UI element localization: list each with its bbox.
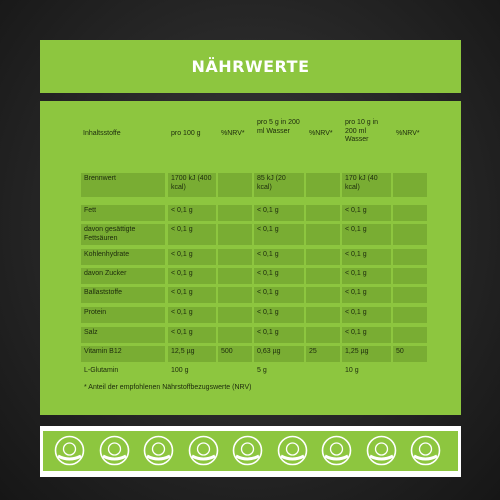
cell-name: Ballaststoffe (81, 287, 165, 303)
cell-per5: 5 g (257, 367, 267, 374)
header-nrv2: %NRV* (309, 130, 333, 137)
sugar-free-icon (232, 435, 263, 466)
cell-per10: < 0,1 g (342, 205, 391, 221)
cell-name: davon gesättigte Fettsäuren (81, 224, 165, 245)
table-row (40, 327, 461, 343)
lactose-free-icon (143, 435, 174, 466)
cell-per5: < 0,1 g (254, 307, 304, 323)
header-per5: pro 5 g in 200 ml Wasser (257, 119, 300, 135)
table-row (40, 287, 461, 303)
cell-per100: < 0,1 g (168, 327, 216, 343)
cell-per100: 12,5 µg (168, 346, 216, 362)
cell-per10: < 0,1 g (342, 224, 391, 245)
no-gmo-icon (277, 435, 308, 466)
page-title: NÄHRWERTE (191, 57, 310, 76)
nutrition-table (40, 101, 461, 415)
cell-name: L-Glutamin (84, 367, 119, 374)
header-per100: pro 100 g (171, 130, 201, 137)
cell-name: davon Zucker (81, 268, 165, 284)
cell-per100: < 0,1 g (168, 205, 216, 221)
table-row (40, 365, 461, 381)
header-per10: pro 10 g in 200 ml Wasser (345, 119, 379, 143)
cell-name: Brennwert (81, 173, 165, 197)
cell-per10: 10 g (345, 367, 359, 374)
cell-nrv2 (306, 365, 340, 381)
vegan-icon (54, 435, 85, 466)
gelatin-free-icon (321, 435, 352, 466)
cell-nrv3 (393, 205, 427, 221)
header-nutrient: Inhaltsstoffe (83, 130, 121, 137)
table-row (40, 224, 461, 245)
cell-nrv3 (393, 224, 427, 245)
footnote: * Anteil der empfohlenen Nährstoffbezugswerte (NRV) (84, 384, 252, 391)
cell-nrv3 (393, 287, 427, 303)
cell-nrv2 (306, 327, 340, 343)
cell-per5: 0,63 µg (254, 346, 304, 362)
cell-nrv1 (218, 224, 252, 245)
badge-bar (43, 431, 458, 471)
cell-nrv3 (393, 327, 427, 343)
cell-nrv1 (218, 365, 252, 381)
cell-nrv1 (218, 205, 252, 221)
cell-per5: 85 kJ (20 kcal) (254, 173, 304, 197)
cell-per10: < 0,1 g (342, 268, 391, 284)
cell-per5: < 0,1 g (254, 224, 304, 245)
cell-per5: < 0,1 g (254, 287, 304, 303)
title-banner (40, 40, 461, 93)
cell-nrv1 (218, 173, 252, 197)
cell-nrv1 (218, 268, 252, 284)
table-row (40, 249, 461, 265)
cell-nrv1 (218, 249, 252, 265)
no-additives-icon (188, 435, 219, 466)
cell-nrv3: 50 (393, 346, 427, 362)
cell-per10: < 0,1 g (342, 249, 391, 265)
cell-nrv1: 500 (218, 346, 252, 362)
cell-nrv2 (306, 249, 340, 265)
cell-per100: < 0,1 g (168, 307, 216, 323)
table-row (40, 205, 461, 221)
cell-per10: < 0,1 g (342, 307, 391, 323)
cell-nrv2 (306, 205, 340, 221)
cell-nrv2 (306, 173, 340, 197)
cell-per10: < 0,1 g (342, 327, 391, 343)
tested-icon (410, 435, 441, 466)
cell-name: Protein (81, 307, 165, 323)
cell-nrv1 (218, 327, 252, 343)
table-row (40, 268, 461, 284)
cell-per100: < 0,1 g (168, 249, 216, 265)
cell-per5: < 0,1 g (254, 327, 304, 343)
cell-nrv2 (306, 224, 340, 245)
cell-nrv3 (393, 307, 427, 323)
cell-per5: < 0,1 g (254, 205, 304, 221)
cell-per10: 1,25 µg (342, 346, 391, 362)
cell-nrv2 (306, 287, 340, 303)
badge-strip (40, 426, 461, 477)
table-row (40, 346, 461, 362)
cell-nrv3 (393, 249, 427, 265)
cell-nrv3 (393, 173, 427, 197)
cell-per10: 170 kJ (40 kcal) (342, 173, 391, 197)
cell-name: Vitamin B12 (81, 346, 165, 362)
cell-per5: < 0,1 g (254, 268, 304, 284)
cell-name: Fett (81, 205, 165, 221)
cell-name: Salz (81, 327, 165, 343)
cell-per100: < 0,1 g (168, 287, 216, 303)
cell-nrv1 (218, 307, 252, 323)
cell-nrv3 (393, 268, 427, 284)
cell-per100: < 0,1 g (168, 224, 216, 245)
table-row (40, 173, 461, 197)
table-header-row (40, 117, 461, 151)
header-nrv3: %NRV* (396, 130, 420, 137)
cell-per5: < 0,1 g (254, 249, 304, 265)
cell-nrv3 (393, 365, 427, 381)
header-nrv1: %NRV* (221, 130, 245, 137)
cell-per100: 1700 kJ (400 kcal) (168, 173, 216, 197)
cell-per10: < 0,1 g (342, 287, 391, 303)
table-row (40, 307, 461, 323)
cell-per100: < 0,1 g (168, 268, 216, 284)
cell-nrv2: 25 (306, 346, 340, 362)
cell-per100: 100 g (171, 367, 189, 374)
gluten-free-icon (99, 435, 130, 466)
cell-nrv2 (306, 307, 340, 323)
cell-name: Kohlenhydrate (81, 249, 165, 265)
cell-nrv1 (218, 287, 252, 303)
no-flavors-icon (366, 435, 397, 466)
cell-nrv2 (306, 268, 340, 284)
